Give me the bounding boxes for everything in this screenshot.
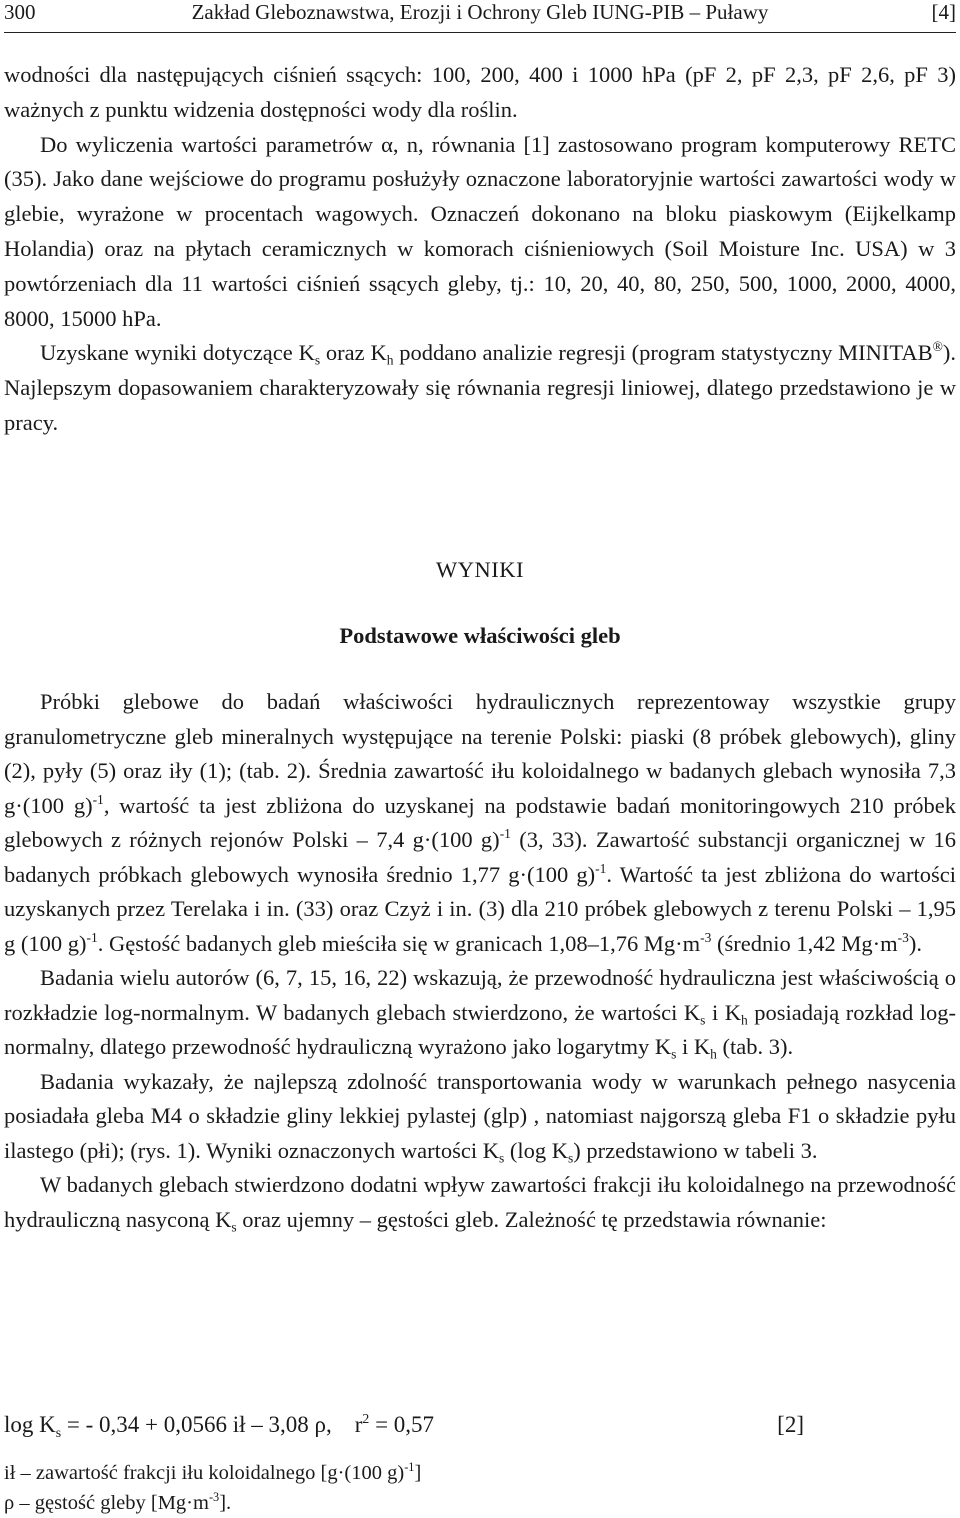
- intro-paragraph-2: Do wyliczenia wartości parametrów α, n, równania [1] zastosowano program komputerowy RETC (35). Jako dane wejściowe do programu posłużyły oznaczone laboratoryjnie wartości zawartości wody w glebie, wyrażone w procentach wagowych. Oznaczeń dokonano na bloku piaskowym (Eijkelkamp Holandia) oraz na płytach ceramicznych w komorach ciśnieniowych (Soil Moisture Inc. USA) w 3 powtórzeniach dla 11 wartości ciśnień ssących gleby, tj.: 10, 20, 40, 80, 250, 500, 1000, 2000, 4000, 8000, 15000 hPa.: [4, 131, 956, 331]
- intro-text: [4, 58, 956, 441]
- equation-number: [2]: [777, 1412, 804, 1437]
- page-number: 300: [4, 0, 36, 24]
- results-paragraph-1: Próbki glebowe do badań właściwości hydraulicznych reprezentoway wszystkie grupy granulometryczne gleb mineralnych występujące na terenie Polski: piaski (8 próbek glebowych), gliny (2), pyły (5) oraz iły (1); (tab. 2). Średnia zawartość iłu koloidalnego w badanych glebach wynosiła 7,3 g·(100 g)$^{-1}$, wartość ta jest zbliżona do uzyskanej na podstawie badań monitoringowych 210 próbek glebowych z różnych rejonów Polski – 7,4 g·(100 g)$^{-1}$ (3, 33). Zawartość substancji organicznej w 16 badanych próbkach glebowych wynosiła średnio 1,77 g·(100 g)$^{-1}$. Wartość ta jest zbliżona do wartości uzyskanych przez Terelaka i in. (33) oraz Czyż i in. (3) dla 210 próbek glebowych z terenu Polski – 1,95 g (100 g)$^{-1}$. Gęstość badanych gleb mieściła się w granicach 1,08–1,76 $Mg\cdot m^{-3}$ (średnio 1,42 $Mg\cdot m^{-3}$).: [4, 689, 957, 956]
- results-paragraph-2: Badania wielu autorów (6, 7, 15, 16, 22) wskazują, że przewodność hydrauliczna jest właściwością o rozkładzie log-normalnym. W badanych glebach stwierdzono, że wartości $K_s$ i $K_h$ posiadają rozkład log-normalny, dlatego przewodność hydrauliczną wyrażono jako logarytmy $K_s$ i $K_h$ (tab. 3).: [4, 965, 956, 1062]
- equation-formula: $\log K_s$ = - 0,34 + 0,0566 ił – 3,08 ρ, $r^2 = 0,57$: [4, 1411, 435, 1440]
- running-title: Zakład Gleboznawstwa, Erozji i Ochrony Gleb IUNG-PIB – Puławy: [191, 0, 769, 24]
- subsection-heading: Podstawowe właściwości gleb: [339, 623, 621, 648]
- legend-item-il: ił – zawartość frakcji iłu koloidalnego [g·(100 g)$^{-1}$]: [4, 1460, 422, 1484]
- intro-paragraph-3: Uzyskane wyniki dotyczące $K_s$ oraz $K_h$ poddano analizie regresji (program statystyczny MINITAB®). Najlepszym dopasowaniem charakteryzowały się równania regresji liniowej, dlatego przedstawiono je w pracy.: [4, 339, 956, 435]
- page-header: [4, 0, 956, 30]
- equation-2: [4, 1408, 804, 1442]
- results-paragraph-4: W badanych glebach stwierdzono dodatni wpływ zawartości frakcji iłu koloidalnego na przewodność hydrauliczną nasyconą $K_s$ oraz ujemny – gęstości gleb. Zależność tę przedstawia równanie:: [4, 1172, 956, 1235]
- legend-item-rho: ρ – gęstość gleby $[Mg\cdot m^{-3}]$.: [4, 1490, 232, 1514]
- section-heading: WYNIKI: [436, 557, 524, 582]
- equation-legend: [4, 1458, 904, 1518]
- results-paragraph-3: Badania wykazały, że najlepszą zdolność transportowania wody w warunkach pełnego nasycenia posiadała gleba M4 o składzie gliny lekkiej pylastej (glp) , natomiast najgorszą gleba F1 o składzie pyłu ilastego (płi); (rys. 1). Wyniki oznaczonych wartości $K_s$ (log $K_s$) przedstawiono w tabeli 3.: [4, 1068, 956, 1166]
- header-rule: [4, 32, 956, 33]
- intro-paragraph-1: wodności dla następujących ciśnień ssących: 100, 200, 400 i 1000 hPa (pF 2, pF 2,3, pF 2,6, pF 3) ważnych z punktu widzenia dostępności wody dla roślin.: [4, 62, 956, 122]
- section-number: [4]: [931, 0, 956, 24]
- results-text: [4, 685, 956, 1237]
